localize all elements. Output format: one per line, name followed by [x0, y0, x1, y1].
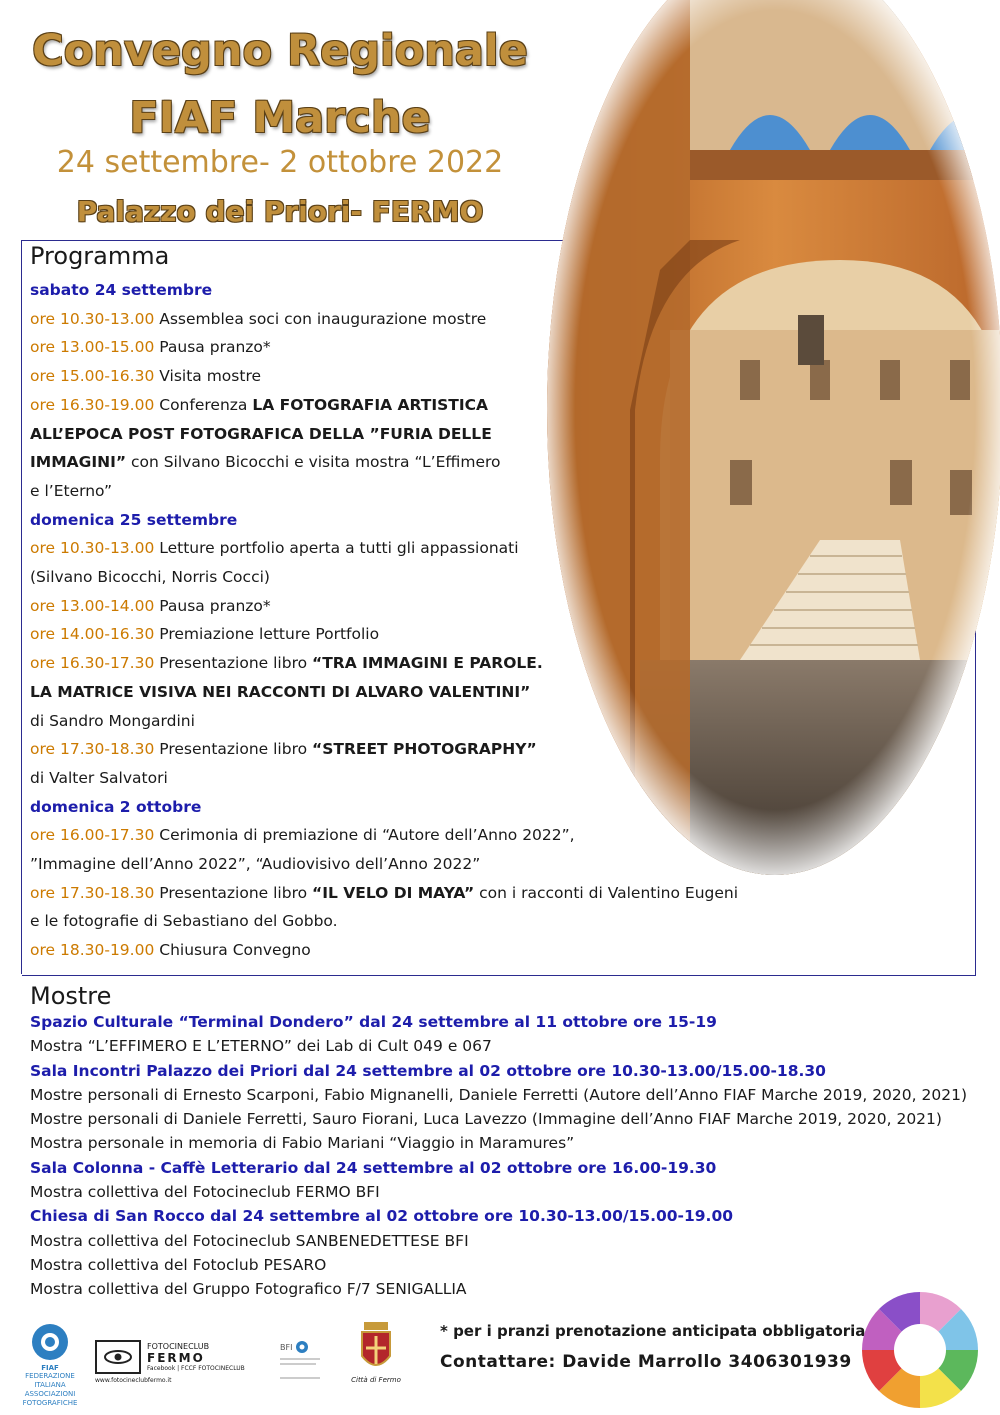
program-time: ore 16.30-17.30: [30, 654, 155, 673]
program-line: [30, 879, 780, 908]
program-text: ”Immagine dell’Anno 2022”, “Audiovisivo dell’Anno 2022”: [30, 855, 481, 874]
mostre-item-text: Mostra “L’EFFIMERO E L’ETERNO” dei Lab di Cult 049 e 067: [30, 1037, 492, 1056]
program-line: [30, 592, 780, 621]
fiaf-short: FIAF: [41, 1364, 59, 1372]
program-text: Presentazione libro: [154, 654, 313, 673]
mostre-venue: [30, 1204, 990, 1228]
city-name: Città di Fermo: [351, 1376, 401, 1384]
program-line: [30, 735, 780, 764]
fcc-url: www.fotocineclubfermo.it: [95, 1377, 172, 1384]
city-crest-icon: [358, 1320, 394, 1376]
program-bold-text: “IL VELO DI MAYA”: [312, 883, 475, 902]
title-line-2: FIAF Marche: [129, 93, 431, 143]
mostre-item: [30, 1253, 990, 1277]
lunch-note: * per i pranzi prenotazione anticipata obbligatoria: [440, 1322, 866, 1340]
program-time: ore 16.00-17.30: [30, 826, 155, 845]
mostre-item-text: Mostra collettiva del Fotocineclub SANBENEDETTESE BFI: [30, 1231, 469, 1250]
program-section: [30, 242, 780, 965]
program-line: [30, 936, 780, 965]
program-text: Pausa pranzo*: [154, 596, 271, 615]
mostre-section: [30, 982, 990, 1302]
program-line: [30, 678, 780, 707]
program-line: [30, 907, 780, 936]
fotocineclub-logo: [95, 1340, 245, 1384]
program-time: ore 17.30-18.30: [30, 740, 155, 759]
program-line: [30, 534, 780, 563]
event-venue: Palazzo dei Priori- FERMO: [76, 195, 484, 228]
program-line: [30, 362, 780, 391]
event-dates: 24 settembre- 2 ottobre 2022: [56, 145, 504, 180]
program-time: ore 18.30-19.00: [30, 941, 155, 960]
program-text: Letture portfolio aperta a tutti gli appassionati: [154, 539, 519, 558]
program-line: [30, 620, 780, 649]
program-line: [30, 391, 780, 420]
mostre-item-text: Mostre personali di Ernesto Scarponi, Fabio Mignanelli, Daniele Ferretti (Autore dell’Anno FIAF Marche 2019, 2020, 2021): [30, 1085, 967, 1104]
citta-di-fermo-logo: [346, 1320, 406, 1384]
program-time: ore 16.30-19.00: [30, 395, 155, 414]
program-heading: Programma: [30, 242, 170, 270]
fiaf-logo: [18, 1322, 82, 1408]
program-time: ore 10.30-13.00: [30, 309, 155, 328]
title-line-1: Convegno Regionale: [32, 26, 528, 76]
program-line: [30, 477, 780, 506]
program-line: [30, 793, 780, 822]
mostre-item: [30, 1034, 990, 1058]
program-line: [30, 333, 780, 362]
program-text: (Silvano Bicocchi, Norris Cocci): [30, 568, 270, 587]
mostre-venue-text: Chiesa di San Rocco dal 24 settembre al 02 ottobre ore 10.30-13.00/15.00-19.00: [30, 1207, 734, 1226]
program-line: [30, 506, 780, 535]
program-line: [30, 821, 780, 850]
program-bold-text: LA MATRICE VISIVA NEI RACCONTI DI ALVARO VALENTINI”: [30, 682, 531, 701]
film-eye-icon: [95, 1340, 141, 1374]
program-text: Pausa pranzo*: [154, 338, 271, 357]
mostre-item: [30, 1107, 990, 1131]
bfi-label: BFI: [280, 1342, 293, 1352]
program-day: domenica 25 settembre: [30, 510, 238, 529]
program-text: Chiusura Convegno: [154, 941, 311, 960]
program-text: Assemblea soci con inaugurazione mostre: [154, 309, 487, 328]
program-day: domenica 2 ottobre: [30, 797, 202, 816]
fiaf-emblem-icon: [30, 1322, 70, 1362]
mostre-item-text: Mostre personali di Daniele Ferretti, Sauro Fiorani, Luca Lavezzo (Immagine dell’Anno FIAF Marche 2019, 2020, 2021): [30, 1110, 942, 1129]
mostre-venue: [30, 1059, 990, 1083]
program-day: sabato 24 settembre: [30, 281, 213, 299]
program-text: Presentazione libro: [154, 883, 313, 902]
program-line: [30, 649, 780, 678]
program-time: ore 15.00-16.30: [30, 367, 155, 386]
program-time: ore 10.30-13.00: [30, 539, 155, 558]
mostre-item: [30, 1131, 990, 1155]
program-line: [30, 850, 780, 879]
program-line: [30, 707, 780, 736]
program-text: Cerimonia di premiazione di “Autore dell’Anno 2022”,: [154, 826, 575, 845]
program-line: [30, 305, 780, 334]
program-text: Visita mostre: [154, 367, 262, 386]
mostre-item: [30, 1180, 990, 1204]
program-text: di Valter Salvatori: [30, 768, 168, 787]
program-line: [30, 764, 780, 793]
program-text: con Silvano Bicocchi e visita mostra “L’Effimero: [126, 453, 501, 472]
program-bold-text: “STREET PHOTOGRAPHY”: [312, 740, 537, 759]
mostre-venue: [30, 1010, 990, 1034]
mostre-lines: [30, 1010, 990, 1302]
program-time: ore 17.30-18.30: [30, 883, 155, 902]
program-bold-text: IMMAGINI”: [30, 453, 127, 472]
fcc-top: FOTOCINECLUB: [147, 1342, 210, 1351]
program-line: [30, 448, 780, 477]
mostre-item-text: Mostra collettiva del Gruppo Fotografico F/7 SENIGALLIA: [30, 1280, 467, 1299]
program-text: Premiazione letture Portfolio: [154, 625, 380, 644]
mostre-item-text: Mostra collettiva del Fotoclub PESARO: [30, 1255, 327, 1274]
community-puzzle-logo: [860, 1290, 980, 1410]
program-bold-text: ALL’EPOCA POST FOTOGRAFICA DELLA ”FURIA DELLE: [30, 424, 492, 443]
bfi-logo: [280, 1340, 335, 1379]
program-line: [30, 563, 780, 592]
program-line: [30, 276, 780, 305]
program-text: Presentazione libro: [154, 740, 313, 759]
mostre-venue: [30, 1156, 990, 1180]
bfi-emblem-icon: [295, 1340, 309, 1354]
program-lines: [30, 276, 780, 965]
program-text: Conferenza: [154, 395, 253, 414]
mostre-item-text: Mostra personale in memoria di Fabio Mariani “Viaggio in Maramures”: [30, 1134, 575, 1153]
program-text: e le fotografie di Sebastiano del Gobbo.: [30, 912, 338, 931]
mostre-item: [30, 1277, 990, 1301]
program-text: di Sandro Mongardini: [30, 711, 195, 730]
contact-info: Contattare: Davide Marrollo 3406301939: [440, 1352, 852, 1372]
fcc-name: FERMO: [147, 1351, 205, 1365]
program-bold-text: LA FOTOGRAFIA ARTISTICA: [252, 395, 488, 414]
program-time: ore 14.00-16.30: [30, 625, 155, 644]
program-text: con i racconti di Valentino Eugeni: [474, 883, 739, 902]
mostre-item: [30, 1229, 990, 1253]
program-time: ore 13.00-15.00: [30, 338, 155, 357]
mostre-item: [30, 1083, 990, 1107]
mostre-venue-text: Sala Incontri Palazzo dei Priori dal 24 settembre al 02 ottobre ore 10.30-13.00/15.00-18.30: [30, 1061, 826, 1080]
program-text: e l’Eterno”: [30, 481, 112, 500]
fcc-facebook: Facebook | FCCF FOTOCINECLUB: [147, 1365, 245, 1372]
fiaf-name: FEDERAZIONE ITALIANA ASSOCIAZIONI FOTOGRAFICHE: [22, 1372, 78, 1407]
mostre-heading: Mostre: [30, 982, 112, 1010]
mostre-venue-text: Sala Colonna - Caffè Letterario dal 24 settembre al 02 ottobre ore 16.00-19.30: [30, 1158, 717, 1177]
program-time: ore 13.00-14.00: [30, 596, 155, 615]
mostre-item-text: Mostra collettiva del Fotocineclub FERMO BFI: [30, 1183, 380, 1202]
program-bold-text: “TRA IMMAGINI E PAROLE.: [312, 654, 543, 673]
program-line: [30, 420, 780, 449]
mostre-venue-text: Spazio Culturale “Terminal Dondero” dal 24 settembre al 11 ottobre ore 15-19: [30, 1013, 717, 1031]
